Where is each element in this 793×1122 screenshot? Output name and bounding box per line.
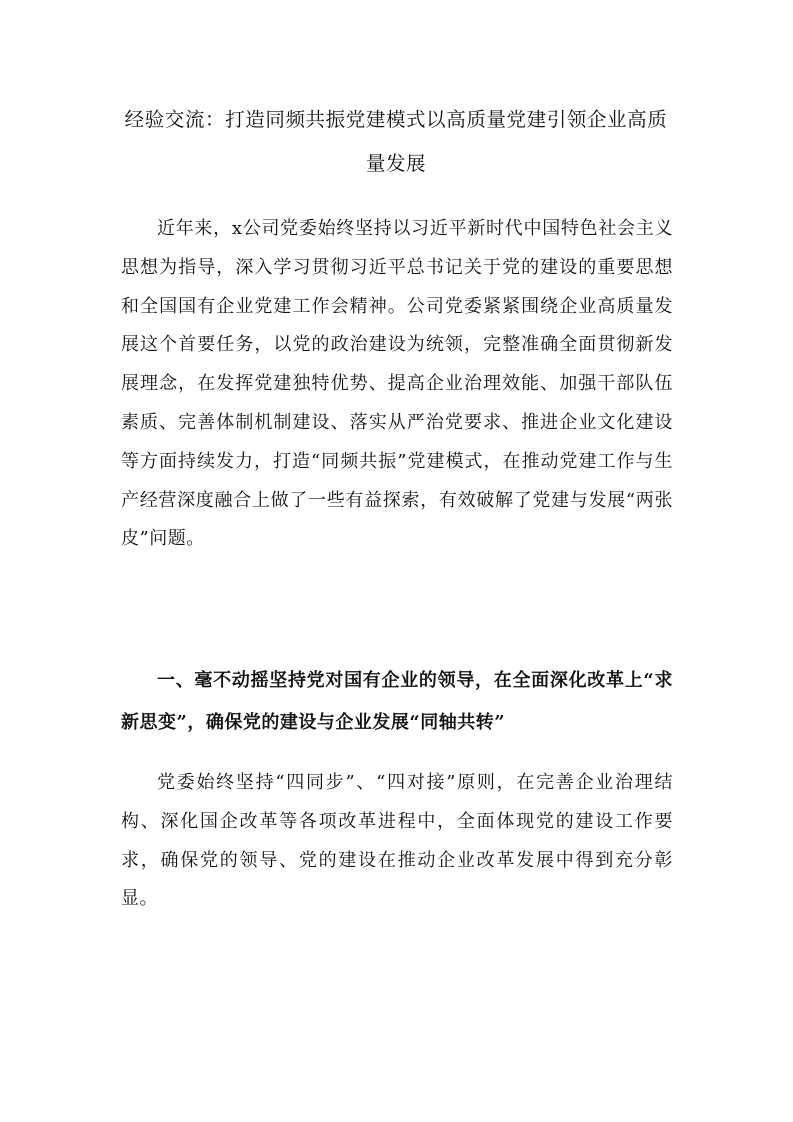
section-heading: 一、毫不动摇坚持党对国有企业的领导，在全面深化改革上“求新思变”，确保党的建设与企业发展“同轴共转” xyxy=(121,670,673,733)
intro-paragraph: 近年来，x公司党委始终坚持以习近平新时代中国特色社会主义思想为指导，深入学习贯彻习近平总书记关于党的建设的重要思想和全国国有企业党建工作会精神。公司党委紧紧围绕企业高质量发展这个首要任务，以党的政治建设为统领，完整准确全面贯彻新发展理念，在发挥党建独特优势、提高企业治理效能、加强干部队伍素质、完善体制机制建设、落实从严治党要求、推进企业文化建设等方面持续发力，打造“同频共振”党建模式，在推动党建工作与生产经营深度融合上做了一些有益探索，有效破解了党建与发展“两张皮”问题。 xyxy=(121,218,673,550)
document-title: 经验交流：打造同频共振党建模式以高质量党建引领企业高质量发展 xyxy=(124,108,668,175)
section-paragraph: 党委始终坚持“四同步”、“四对接”原则，在完善企业治理结构、深化国企改革等各项改革进程中，全面体现党的建设工作要求，确保党的领导、党的建设在推动企业改革发展中得到充分彰显。 xyxy=(121,772,673,910)
